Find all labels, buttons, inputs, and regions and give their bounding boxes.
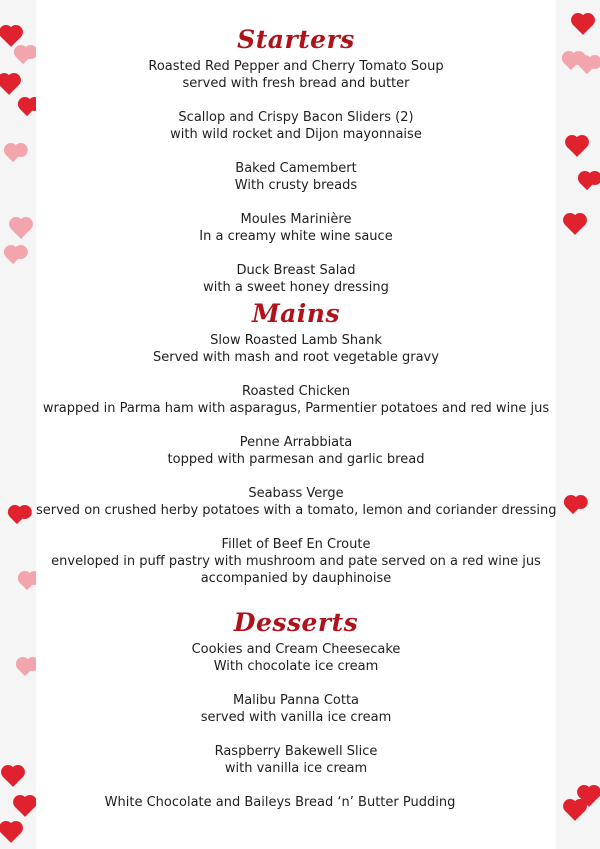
dish-name: Roasted Red Pepper and Cherry Tomato Soup (148, 59, 444, 74)
dish-name: Raspberry Bakewell Slice (214, 744, 378, 759)
heart-icon (565, 215, 585, 235)
dish-name: Slow Roasted Lamb Shank (210, 333, 382, 348)
mains-heading: Mains (251, 299, 341, 328)
heart-icon (567, 137, 587, 157)
dish-name: Moules Marinière (240, 212, 352, 227)
menu-item (36, 692, 556, 726)
heart-icon (566, 500, 580, 514)
menu-item (36, 332, 556, 366)
dish-description: enveloped in puff pastry with mushroom and pate served on a red wine jus (51, 554, 541, 569)
dish-name: Baked Camembert (235, 161, 357, 176)
dish-name: Malibu Panna Cotta (232, 693, 360, 708)
menu-item (36, 743, 556, 777)
right-hearts-decoration (554, 0, 600, 849)
dish-name: Scallop and Crispy Bacon Sliders (2) (178, 110, 414, 125)
menu-item (36, 434, 556, 468)
heart-icon (3, 767, 23, 787)
heart-icon (573, 15, 593, 35)
heart-icon (1, 27, 21, 47)
dish-description: wrapped in Parma ham with asparagus, Parmentier potatoes and red wine jus (42, 401, 550, 416)
heart-icon (16, 50, 30, 64)
dish-name: Penne Arrabbiata (239, 435, 353, 450)
dish-name: Seabass Verge (248, 486, 344, 501)
heart-icon (564, 56, 578, 70)
menu-item (4, 794, 556, 811)
menu-item (36, 641, 556, 675)
menu-item (36, 485, 556, 519)
dish-name: White Chocolate and Baileys Bread ‘n’ Butter Pudding (104, 795, 456, 810)
dish-description: served with fresh bread and butter (182, 76, 410, 91)
heart-icon (20, 576, 34, 590)
heart-icon (6, 148, 20, 162)
section-spacer (36, 587, 556, 605)
heart-icon (565, 801, 585, 821)
dish-description: In a creamy white wine sauce (199, 229, 393, 244)
menu-item (36, 383, 556, 417)
dish-name: Cookies and Cream Cheesecake (191, 642, 401, 657)
heart-icon (18, 662, 32, 676)
dish-description: with vanilla ice cream (224, 761, 368, 776)
heart-icon (580, 176, 594, 190)
dish-description: with wild rocket and Dijon mayonnaise (170, 127, 422, 142)
dish-description: served on crushed herby potatoes with a tomato, lemon and coriander dressing (36, 503, 557, 518)
menu-item (36, 109, 556, 143)
dish-description-continued: accompanied by dauphinoise (200, 571, 392, 586)
dish-description: With crusty breads (234, 178, 358, 193)
dish-name: Duck Breast Salad (236, 263, 356, 278)
dish-description: with a sweet honey dressing (203, 280, 389, 295)
heart-icon (6, 250, 20, 264)
heart-icon (580, 60, 594, 74)
menu-item (36, 536, 556, 587)
dish-description: topped with parmesan and garlic bread (167, 452, 425, 467)
dish-description: served with vanilla ice cream (200, 710, 392, 725)
menu-item (36, 160, 556, 194)
menu-content (36, 22, 556, 828)
dish-description: With chocolate ice cream (213, 659, 379, 674)
dish-description: Served with mash and root vegetable gravy (153, 350, 439, 365)
desserts-heading: Desserts (233, 608, 359, 637)
menu-item (36, 211, 556, 245)
heart-icon (11, 219, 31, 239)
dish-name: Roasted Chicken (242, 384, 350, 399)
dish-name: Fillet of Beef En Croute (221, 537, 371, 552)
menu-sheet (36, 0, 556, 849)
heart-icon (20, 102, 34, 116)
starters-heading: Starters (237, 25, 355, 54)
heart-icon (0, 75, 19, 95)
heart-icon (10, 510, 24, 524)
heart-icon (1, 823, 21, 843)
menu-item (36, 262, 556, 296)
menu-item (36, 58, 556, 92)
